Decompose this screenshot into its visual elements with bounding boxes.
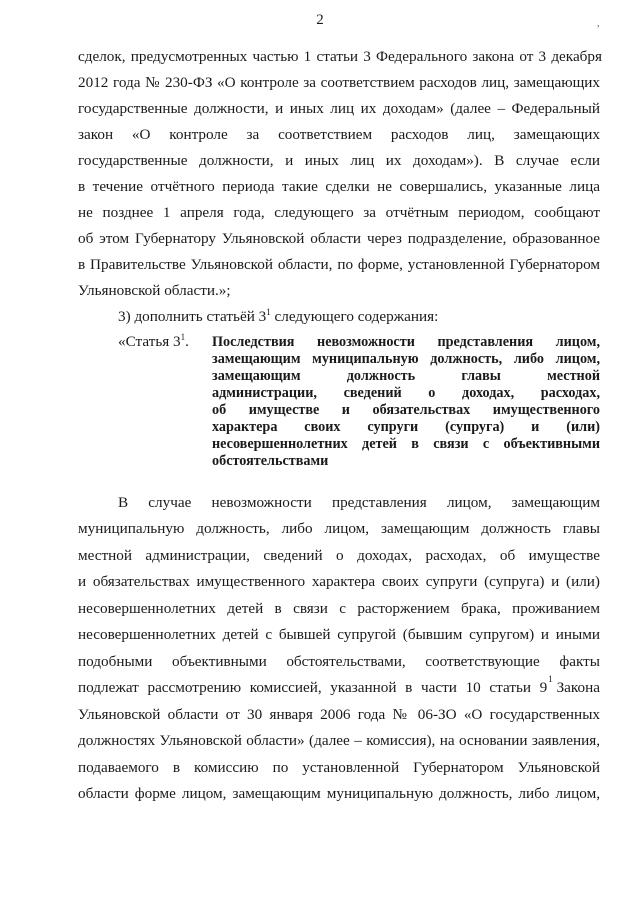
text-line: В случае невозможности представления лицом, замещающим (118, 494, 600, 511)
superscript: 1 (180, 332, 186, 342)
text-line: государственные должности, и иных лиц их доходам» (далее – Федеральный (78, 100, 600, 117)
text-line: Ульяновской области от 30 января 2006 года № 06-ЗО «О государственных (78, 706, 600, 723)
text-line: в течение отчётного периода такие сделки не совершались, указанные лица (78, 178, 600, 195)
text-line: 2012 года № 230-ФЗ «О контроле за соответствием расходов лиц, замещающих (78, 74, 600, 91)
text-line: не позднее 1 апреля года, следующего за отчётным периодом, сообщают (78, 204, 600, 221)
text-line: несовершеннолетних детей с бывшей супругой (бывшим супругом) и иными (78, 626, 600, 643)
title-line: Последствия невозможности представления лицом, (212, 334, 600, 350)
text-line: сделок, предусмотренных частью 1 статьи 3 Федерального закона от 3 декабря (78, 48, 602, 65)
title-line: администрации, сведений о доходах, расходах, (212, 385, 600, 401)
item-text: следующего содержания: (270, 308, 439, 325)
page-number: 2 (316, 12, 324, 28)
article-label-text: . (185, 333, 189, 350)
title-line: обстоятельствами (212, 453, 329, 469)
title-line: об имуществе и обязательствах имущественного (212, 402, 600, 418)
text-line: закон «О контроле за соответствием расходов лиц, замещающих (78, 126, 600, 143)
title-line: характера своих супруги (супруга) и (или) (212, 419, 600, 435)
article-label-text: «Статья 3 (118, 333, 181, 350)
scan-mark: , (597, 18, 600, 29)
text-line: должностях Ульяновской области» (далее – комиссия), на основании заявления, (78, 732, 600, 749)
text-line: и обязательствах имущественного характера своих супруги (супруга) и (или) (78, 573, 600, 590)
text-line: об этом Губернатору Ульяновской области через подразделение, образованное (78, 230, 600, 247)
title-line: несовершеннолетних детей в связи с объективными (212, 436, 600, 452)
item-text: 3) дополнить статьёй 3 (118, 308, 267, 325)
title-line: замещающим муниципальную должность, либо лицом, (212, 351, 600, 367)
article-label (118, 333, 189, 351)
text-line: подобными объективными обстоятельствами, соответствующие факты (78, 653, 600, 670)
title-line: замещающим должность главы местной (212, 368, 600, 384)
text-line: Ульяновской области.»; (78, 282, 231, 299)
text-segment: Закона (552, 679, 600, 696)
text-line (78, 674, 600, 697)
superscript: 1 (266, 307, 271, 317)
text-line: подаваемого в комиссию по установленной Губернатором Ульяновской (78, 759, 600, 776)
superscript: 1 (548, 674, 553, 684)
text-segment: подлежат рассмотрению комиссией, указанной в части 10 статьи 9 (78, 679, 548, 696)
text-line: в Правительстве Ульяновской области, по форме, установленной Губернатором (78, 256, 600, 273)
list-item-3 (118, 308, 598, 326)
text-line: муниципальную должность, либо лицом, замещающим должность главы (78, 520, 600, 537)
text-line: несовершеннолетних детей в связи с расторжением брака, проживанием (78, 600, 600, 617)
text-line: государственные должности, и иных лиц их доходам»). В случае если (78, 152, 600, 169)
text-line: области форме лицом, замещающим муниципальную должность, либо лицом, (78, 785, 600, 802)
text-line: местной администрации, сведений о доходах, расходах, об имуществе (78, 547, 600, 564)
